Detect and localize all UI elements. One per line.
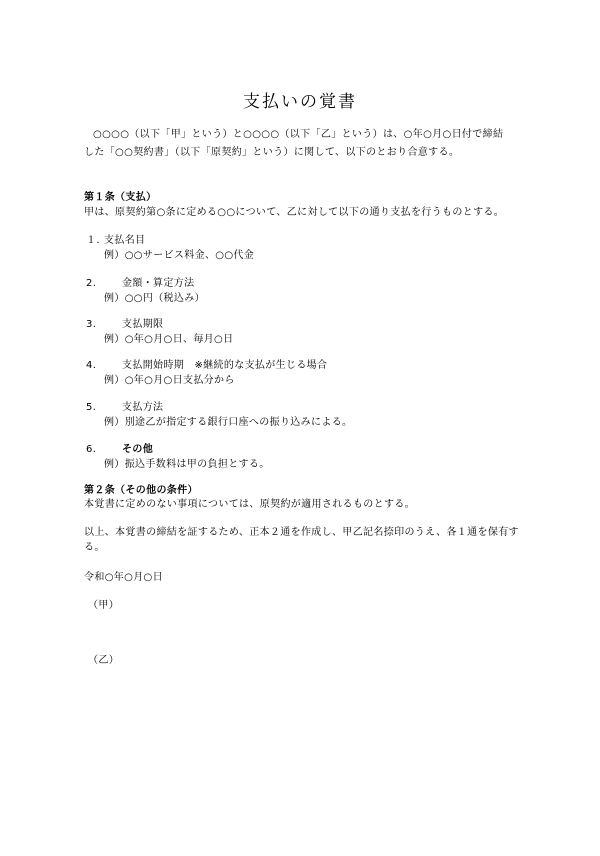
item-2-label: 金額・算定方法 (122, 278, 195, 289)
item-5-label: 支払方法 (122, 402, 164, 413)
item-4-label: 支払開始時期 ※継続的な支払が生じる場合 (122, 360, 328, 371)
item-2-example: 例）○○円（税込み） (104, 293, 205, 304)
party-a-label: （甲） (88, 600, 120, 611)
item-6-label: その他 (122, 444, 154, 455)
item-3-label: 支払期限 (122, 319, 164, 330)
article1-text: 甲は、原契約第○条に定める○○について、乙に対して以下の通り支払を行うものとする。 (84, 207, 505, 218)
item-6-example: 例）振込手数料は甲の負担とする。 (104, 459, 270, 470)
item-4-example: 例）○年○月○日支払分から (104, 375, 235, 386)
item-1-label: 支払名目 (104, 235, 146, 246)
closing-line-2: る。 (84, 542, 105, 553)
item-4-number: 4. (86, 360, 97, 371)
item-5-number: 5. (86, 402, 97, 413)
item-2-number: 2. (86, 278, 97, 289)
item-6-number: 6. (86, 444, 97, 455)
closing-line-1: 以上、本覚書の締結を証するため、正本２通を作成し、甲乙記名捺印のうえ、各１通を保有す (84, 527, 519, 538)
document-title: 支払いの覚書 (243, 92, 357, 112)
item-5-example: 例）別途乙が指定する銀行口座への振り込みによる。 (104, 417, 353, 428)
item-1-example: 例）○○サービス料金、○○代金 (104, 250, 255, 261)
item-3-example: 例）○年○月○日、毎月○日 (104, 334, 234, 345)
document-date: 令和○年○月○日 (84, 572, 163, 583)
party-b-label: （乙） (88, 655, 120, 666)
article1-heading: 第１条（支払） (84, 192, 157, 203)
article2-text: 本覚書に定めのない事項については、原契約が適用されるものとする。 (84, 499, 415, 510)
item-3-number: 3. (86, 319, 97, 330)
article2-heading: 第２条（その他の条件） (84, 485, 198, 496)
intro-line-2: した「○○契約書」（以下「原契約」という）に関して、以下のとおり合意する。 (84, 147, 460, 158)
item-1-number: １. (86, 235, 100, 246)
intro-line-1: ○○○○（以下「甲」という）と○○○○（以下「乙」という）は、○年○月○日付で締結 (93, 129, 504, 140)
